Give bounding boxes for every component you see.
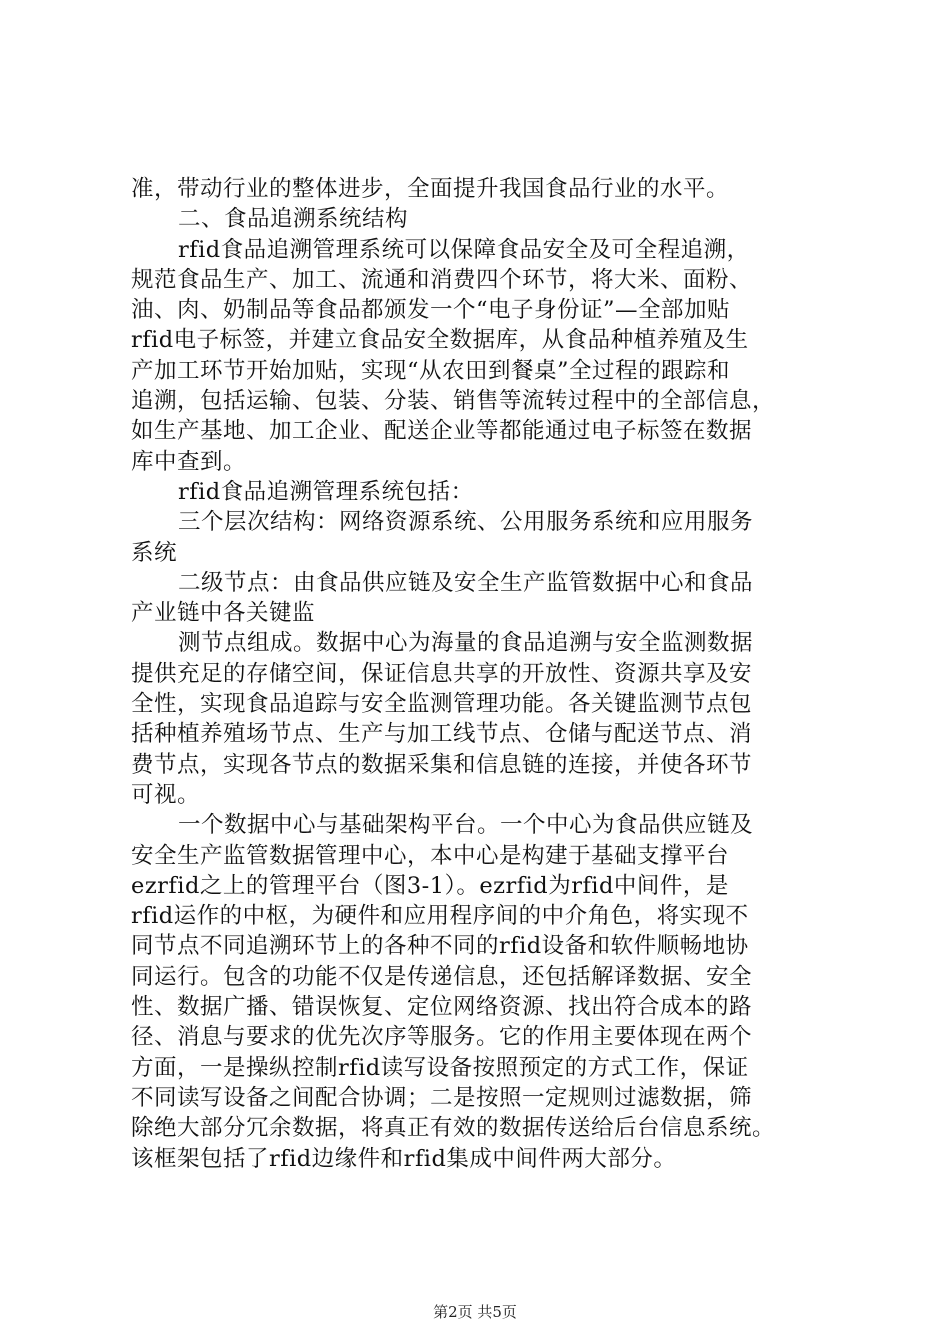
text-line: ezrfid之上的管理平台（图3-1）。ezrfid为rfid中间件，是 [131,872,729,899]
text-line: 油、肉、奶制品等食品都颁发一个“电子身份证”—全部加贴 [131,297,731,324]
text-line: 二级节点：由食品供应链及安全生产监管数据中心和食品 [178,569,754,596]
text-line: 方面，一是操纵控制rfid读写设备按照预定的方式工作，保证 [131,1054,749,1081]
text-line: 安全生产监管数据管理中心，本中心是构建于基础支撑平台 [131,842,730,869]
text-line: 可视。 [131,781,201,808]
body-text [131,174,831,1174]
text-line: 该框架包括了rfid边缘件和rfid集成中间件两大部分。 [131,1145,677,1172]
text-line: rfid电子标签，并建立食品安全数据库，从食品种植养殖及生 [131,327,749,354]
text-line: rfid食品追溯管理系统包括： [178,478,474,505]
text-line: 产加工环节开始加贴，实现“从农田到餐桌”全过程的跟踪和 [131,357,731,384]
page-number-footer: 第2页 共5页 [433,1303,517,1321]
text-line: 径、消息与要求的优先次序等服务。它的作用主要体现在两个 [131,1024,753,1051]
text-line: 同节点不同追溯环节上的各种不同的rfid设备和软件顺畅地协 [131,933,749,960]
text-line: 括种植养殖场节点、生产与加工线节点、仓储与配送节点、消 [131,721,753,748]
text-line: 费节点，实现各节点的数据采集和信息链的连接，并使各环节 [131,751,753,778]
text-line: 如生产基地、加工企业、配送企业等都能通过电子标签在数据 [131,418,753,445]
text-line: 系统 [131,539,178,566]
text-line: 性、数据广播、错误恢复、定位网络资源、找出符合成本的路 [131,994,753,1021]
text-line: 除绝大部分冗余数据，将真正有效的数据传送给后台信息系统。 [131,1115,776,1142]
text-line: rfid食品追溯管理系统可以保障食品安全及可全程追溯， [178,236,750,263]
text-line: 库中查到。 [131,448,247,475]
text-line: rfid运作的中枢，为硬件和应用程序间的中介角色，将实现不 [131,903,749,930]
text-line: 三个层次结构：网络资源系统、公用服务系统和应用服务 [178,509,754,536]
section-heading: 二、食品追溯系统结构 [178,206,409,233]
text-line: 规范食品生产、加工、流通和消费四个环节，将大米、面粉、 [131,266,753,293]
text-line: 提供充足的存储空间，保证信息共享的开放性、资源共享及安 [131,660,753,687]
text-line: 产业链中各关键监 [131,600,316,627]
text-line: 追溯，包括运输、包装、分装、销售等流转过程中的全部信息， [131,388,776,415]
text-line: 全性，实现食品追踪与安全监测管理功能。各关键监测节点包 [131,691,753,718]
text-line: 不同读写设备之间配合协调；二是按照一定规则过滤数据，筛 [131,1084,753,1111]
text-line: 一个数据中心与基础架构平台。一个中心为食品供应链及 [178,812,754,839]
text-line: 测节点组成。数据中心为海量的食品追溯与安全监测数据 [178,630,754,657]
text-line: 同运行。包含的功能不仅是传递信息，还包括解译数据、安全 [131,963,753,990]
text-line: 准，带动行业的整体进步，全面提升我国食品行业的水平。 [131,176,730,202]
